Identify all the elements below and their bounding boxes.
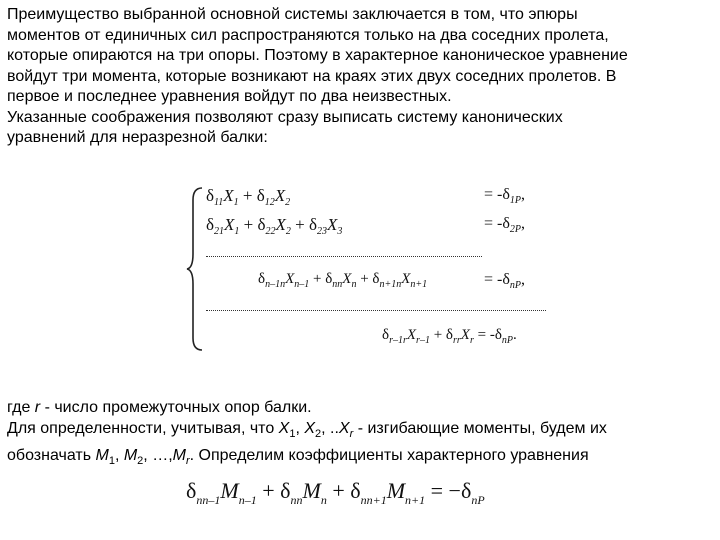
equation-2: $\delta_{21}X_1 + \delta_{22}X_2 + \delta_{23}X_3$ xyxy=(206,215,343,237)
text-line: обозначать $M_1$, $M_2$, $\dots,M_r$. Определим коэффициенты характерного уравнения xyxy=(7,447,589,468)
system-brace xyxy=(186,186,206,352)
equation-1-rhs: = $-\delta_{1P}$, xyxy=(484,186,525,206)
equation-1: $\delta_{11}X_1 + \delta_{12}X_2$ xyxy=(206,186,291,208)
text-line: Преимущество выбранной основной системы заключается в том, что эпюры xyxy=(7,6,578,23)
intro-paragraph xyxy=(7,5,628,149)
text-line: войдут три момента, которые возникают на краях этих двух соседних пролетов. В xyxy=(7,67,617,85)
equation-2-rhs: = $-\delta_{2P}$, xyxy=(484,215,525,235)
text-line: Для определенности, учитывая, что $X_1$, $X_2$, $..X_r$ - изгибающие моменты, будем их xyxy=(7,420,607,441)
equation-last: $\delta_{r-1r}X_{r-1} + \delta_{rr}X_r = -\delta_{nP}$. xyxy=(382,327,517,346)
equation-n-rhs: = $-\delta_{nP}$, xyxy=(484,271,525,291)
text-line: моментов от единичных сил распространяются только на два соседних пролета, xyxy=(7,26,609,44)
equation-n: $\delta_{n-1n}X_{n-1} + \delta_{nn}X_n + \delta_{n+1n}X_{n+1}$ xyxy=(258,271,428,290)
text-line: которые опираются на три опоры. Поэтому в характерное каноническое уравнение xyxy=(7,47,628,64)
characteristic-equation: $\delta_{nn-1}M_{n-1} + \delta_{nn}M_n + \delta_{nn+1}M_{n+1} = -\delta_{nP}$ xyxy=(186,478,485,507)
text-line: Указанные соображения позволяют сразу выписать систему канонических xyxy=(7,108,563,126)
ellipsis-row xyxy=(206,310,546,311)
text-line: уравнений для неразрезной балки: xyxy=(7,129,268,146)
text-line: первое и последнее уравнения войдут по два неизвестных. xyxy=(7,88,452,105)
text-line: где r - число промежуточных опор балки. xyxy=(7,399,312,416)
ellipsis-row xyxy=(206,256,482,257)
explanation-paragraph xyxy=(7,397,607,472)
